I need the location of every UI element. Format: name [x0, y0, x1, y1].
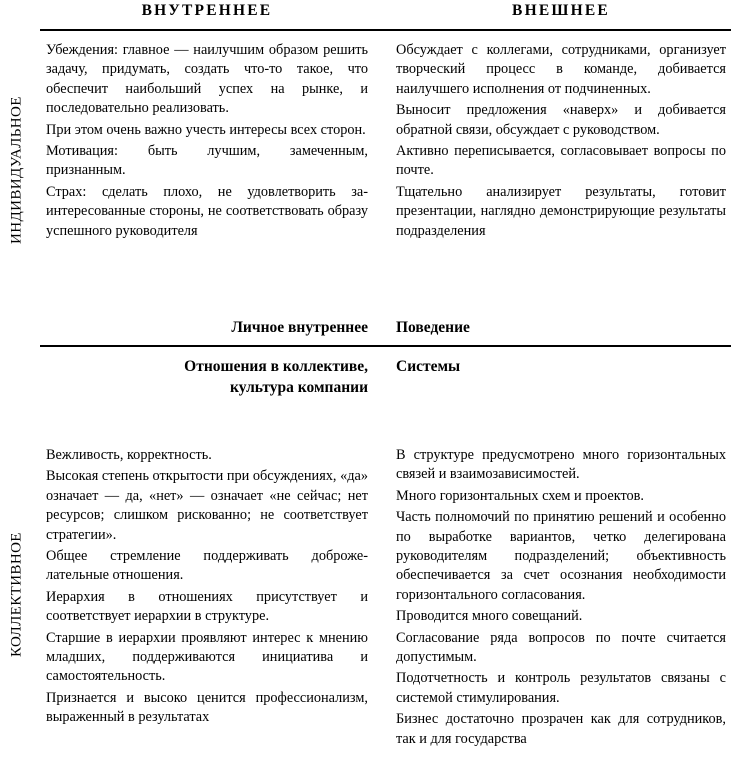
paragraph: Общее стремление поддерживать доброжелательные отношения.	[46, 548, 368, 584]
quadrant-individual-external	[396, 41, 726, 241]
paragraph: Выносит предложения «наверх» и добивается обратной связи, обсуждает с руководством.	[396, 102, 726, 138]
paragraph: Подотчетность и контроль результатов связаны с системой стимулирования.	[396, 670, 726, 706]
quadrant-collective-external	[396, 446, 726, 749]
mid-header-personal-internal: Личное внутреннее	[231, 319, 368, 336]
paragraph: Обсуждает с коллегами, сотрудниками, организует творческий процесс в команде, добивается наилучшего исполнения от подчиненных.	[396, 42, 726, 97]
paragraph: Бизнес достаточно прозрачен как для сотрудников, так и для государства	[396, 711, 726, 747]
paragraph: Старшие в иерархии проявляют интерес к мнению младших, поддерживаются инициатива и самостоятельность.	[46, 629, 368, 685]
mid-header-behavior: Поведение	[396, 319, 470, 336]
paragraph: Убеждения: главное — наилучшим образом решить задачу, придумать, создать что-то такое, что обеспечит наибольший успех на рынке, и последовательно реализовать.	[46, 42, 368, 117]
paragraph: Мотивация: быть лучшим, замеченным, признанным.	[46, 143, 368, 179]
paragraph: Часть полномочий по принятию решений и особенно по выработке вариантов, четко делегирована руководителям подразделений; объективность обеспечивается за счет осознания необходимости горизонтального согласования.	[396, 509, 726, 603]
mid-header-systems: Системы	[396, 358, 461, 375]
paragraph: В структуре предусмотрено много горизонтальных связей и взаимозависимостей.	[396, 447, 726, 483]
paragraph: Признается и высоко ценится профессионализм, выраженный в результатах	[46, 689, 368, 726]
paragraph: Тщательно анализирует результаты, готовит презентации, наглядно демонстрирующие результаты подразделения	[396, 183, 726, 239]
quadrant-individual-internal	[46, 41, 368, 241]
paragraph: Проводится много совещаний.	[396, 608, 583, 625]
paragraph: Согласование ряда вопросов по почте считается допустимым.	[396, 629, 726, 666]
paragraph: Иерархия в отношениях присутствует и соответствует иерархии в структуре.	[46, 588, 368, 625]
mid-header-collective-relations	[46, 356, 368, 398]
rule-top	[40, 29, 731, 31]
mid-header-line-1: Отношения в коллективе,	[184, 358, 368, 375]
paragraph: Активно переписывается, согласовывает вопросы по почте.	[396, 143, 726, 179]
paragraph: Много горизонтальных схем и проектов.	[396, 487, 644, 504]
paragraph: Страх: сделать плохо, не удовлетворить заинтересованные стороны, не соответствовать образу успешного руководителя	[46, 183, 368, 239]
row-label-individual: ИНДИВИДУАЛЬНОЕ	[8, 96, 25, 244]
row-label-collective: КОЛЛЕКТИВНОЕ	[8, 532, 25, 658]
paragraph: Вежливость, корректность.	[46, 447, 212, 463]
paragraph: При этом очень важно учесть интересы всех сторон.	[46, 121, 366, 138]
column-header-internal: ВНУТРЕННЕЕ	[141, 2, 273, 19]
quadrant-collective-internal	[46, 446, 368, 728]
paragraph: Высокая степень открытости при обсуждениях, «да» означает — да, «нет» — означает «не сейчас; нет ресурсов; слишком рискованно; не соответствует стратегии».	[46, 468, 368, 543]
column-header-external: ВНЕШНЕЕ	[512, 2, 610, 19]
mid-header-line-2: культура компании	[230, 379, 368, 396]
rule-middle	[40, 345, 731, 347]
